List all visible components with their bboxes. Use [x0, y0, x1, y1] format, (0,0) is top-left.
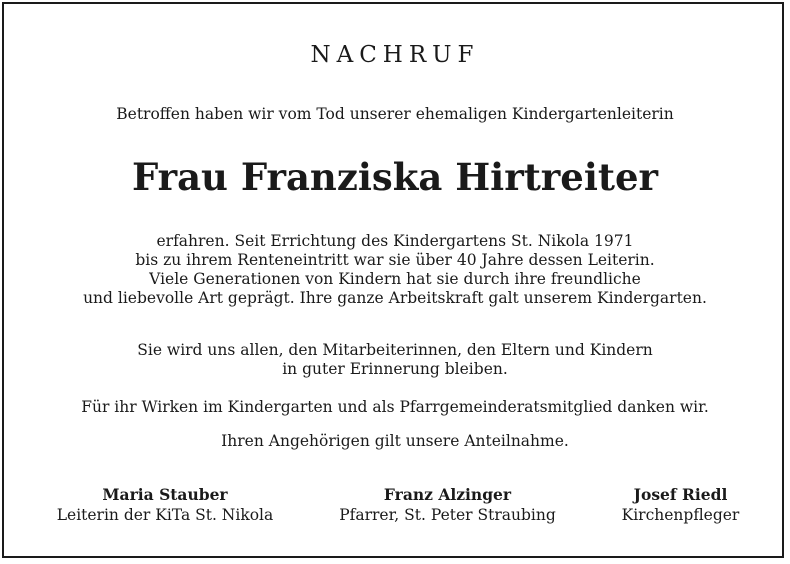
intro-text: Betroffen haben wir vom Tod unserer ehemaligen Kindergartenleiterin: [116, 105, 674, 123]
paragraph-thanks: Für ihr Wirken im Kindergarten und als Pfarrgemeinderatsmitglied danken wir.: [81, 398, 709, 416]
obituary-heading: NACHRUF: [310, 42, 480, 68]
paragraph-line: und liebevolle Art geprägt. Ihre ganze Arbeitskraft galt unserem Kindergarten.: [83, 289, 707, 307]
signatory-role: Leiterin der KiTa St. Nikola: [56, 506, 274, 524]
paragraph-condolence: Ihren Angehörigen gilt unsere Anteilnahme.: [221, 432, 569, 450]
paragraph-career: [0, 232, 790, 308]
paragraph-remembrance: [0, 341, 790, 379]
signatory-name: Franz Alzinger: [383, 485, 512, 504]
signatory-name: Josef Riedl: [633, 485, 728, 504]
signatory-name: Maria Stauber: [102, 485, 228, 504]
paragraph-line: erfahren. Seit Errichtung des Kindergartens St. Nikola 1971: [156, 232, 634, 250]
paragraph-line: Viele Generationen von Kindern hat sie durch ihre freundliche: [149, 270, 641, 288]
signatory-role: Kirchenpfleger: [621, 506, 740, 524]
signatory: [30, 484, 300, 526]
paragraph-line: in guter Erinnerung bleiben.: [282, 360, 508, 378]
deceased-name: Frau Franziska Hirtreiter: [131, 155, 659, 199]
paragraph-line: Sie wird uns allen, den Mitarbeiterinnen, den Eltern und Kindern: [137, 341, 653, 359]
signatory: [598, 484, 763, 526]
paragraph-line: bis zu ihrem Renteneintritt war sie über 40 Jahre dessen Leiterin.: [135, 251, 655, 269]
signatory: [315, 484, 580, 526]
signatory-role: Pfarrer, St. Peter Straubing: [339, 506, 556, 524]
